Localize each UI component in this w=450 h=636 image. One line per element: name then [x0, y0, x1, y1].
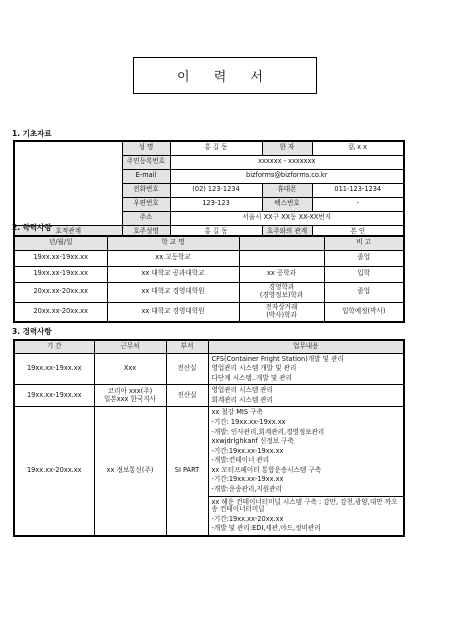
table-row	[14, 250, 404, 266]
career-period: 19xx.xx-19xx.xx	[14, 353, 94, 385]
email-value: bizforms@bizforms.co.kr	[170, 169, 404, 183]
phone-value: (02) 123-1234	[170, 183, 262, 197]
edu-school: xx 고등학교	[107, 250, 239, 266]
zip-value: 123-123	[170, 197, 262, 211]
edu-major: xx 공학과	[239, 266, 324, 282]
edu-major: 전자상거래 (박사)학과	[239, 302, 324, 322]
document-title: 이 력 서	[177, 70, 273, 85]
mobile-label: 휴대폰	[262, 183, 312, 197]
duty-line: -기간:19xx.xx-19xx.xx	[211, 475, 284, 484]
career-period: 19xx.xx-20xx.xx	[14, 407, 94, 536]
edu-header-major	[239, 236, 324, 250]
career-dept: 전산실	[166, 353, 208, 385]
edu-date: 20xx.xx-20xx.xx	[14, 302, 107, 322]
duty-line: -개발:컨테이너 관리	[211, 456, 270, 465]
fax-value: -	[312, 197, 404, 211]
duty-line: -개발: 인사관리,회계관리,경영정보관리	[211, 427, 325, 436]
duty-line: xxwjdrlghkanf 신정보 구축	[211, 437, 294, 446]
duty-line: 다단계 시스템..개발 및 관리	[211, 373, 293, 382]
duty-line: -개발:운송관리,지원관리	[211, 485, 282, 494]
section-career-heading: 3. 경력사항	[12, 327, 52, 336]
duty-line: CFS(Container Fright Station)개발 및 관리	[211, 354, 344, 363]
duty-line: xx 해운 컨테이너터미널 시스템 구축 : 감만, 감천,광양,대만 까오송 컨테이너터미널	[211, 497, 398, 514]
edu-school: xx 대학교 공과대학교	[107, 266, 239, 282]
career-company: xx 정보통신(주)	[94, 407, 166, 536]
edu-school: xx 대학교 경영대학원	[107, 282, 239, 302]
career-duties	[208, 385, 404, 407]
table-row	[14, 282, 404, 302]
career-company: Xxx	[94, 353, 166, 385]
career-company: 코리아 xxx(주) 일본xxx 한국지사	[94, 385, 166, 407]
edu-major: 경영학과 (경영정보)학과	[239, 282, 324, 302]
duty-block	[209, 497, 404, 535]
career-period: 19xx.xx-19xx.xx	[14, 385, 94, 407]
address-label: 주소	[122, 211, 170, 225]
table-row	[14, 266, 404, 282]
career-header-duties: 업무내용	[208, 340, 404, 353]
edu-date: 19xx.xx-19xx.xx	[14, 266, 107, 282]
education-table	[13, 235, 405, 323]
edu-note: 입학	[324, 266, 404, 282]
edu-note: 졸업	[324, 282, 404, 302]
phone-label: 전화번호	[122, 183, 170, 197]
duty-line: xx 철강 MIS 구축	[211, 408, 263, 417]
relation-value: 본 인	[312, 225, 404, 239]
duty-line: 영업관리 시스템 개발 및 관리	[211, 364, 297, 373]
email-label: E-mail	[122, 169, 170, 183]
edu-date: 19xx.xx-19xx.xx	[14, 250, 107, 266]
head-value: 홍 길 동	[170, 225, 262, 239]
career-header-company: 근무처	[94, 340, 166, 353]
address-value: 서울시 XX구 XX동 XX-XX번지	[170, 211, 404, 225]
fax-label: 팩스번호	[262, 197, 312, 211]
edu-date: 20xx.xx-20xx.xx	[14, 282, 107, 302]
head-label: 호주성명	[122, 225, 170, 239]
duty-line: 영업관리 시스템 관리	[211, 386, 274, 395]
section-basic-heading: 1. 기초자료	[12, 129, 52, 138]
table-row	[14, 353, 404, 385]
basic-info-table	[13, 140, 405, 240]
family-label: 호적관계	[14, 225, 122, 239]
table-row	[14, 302, 404, 322]
hanja-value: 弘 x x	[312, 141, 404, 155]
edu-school: xx 대학교 경영대학원	[107, 302, 239, 322]
duty-line: -기간:19xx.xx-20xx.xx	[211, 514, 284, 523]
career-dept: 전산실	[166, 385, 208, 407]
relation-label: 호주와의 관계	[262, 225, 312, 239]
edu-header-date: 년/월/일	[14, 236, 107, 250]
rrn-label: 주민등록번호	[122, 155, 170, 169]
edu-note: 입학예정(박사)	[324, 302, 404, 322]
mobile-value: 011-123-1234	[312, 183, 404, 197]
section-education-heading: 2. 학력사항	[12, 223, 52, 232]
zip-label: 우편번호	[122, 197, 170, 211]
duty-line: -기간: 19xx.xx-19xx.xx	[211, 417, 286, 426]
name-value: 홍 길 동	[170, 141, 262, 155]
duty-line: -개발 및 관리:EDI,세관,야드,정비관리	[211, 524, 321, 533]
table-row	[14, 385, 404, 407]
edu-major	[239, 250, 324, 266]
career-duties	[208, 407, 404, 536]
edu-note: 졸업	[324, 250, 404, 266]
duty-block	[209, 407, 404, 496]
name-label: 성 명	[122, 141, 170, 155]
edu-header-school: 학 교 명	[107, 236, 239, 250]
photo-cell	[14, 141, 122, 225]
career-dept: SI PART	[166, 407, 208, 536]
rrn-value: xxxxxx - xxxxxxx	[170, 155, 404, 169]
hanja-label: 한 자	[262, 141, 312, 155]
career-header-period: 기 간	[14, 340, 94, 353]
career-duties	[208, 353, 404, 385]
duty-line: -기간:19xx.xx-19xx.xx	[211, 446, 284, 455]
duty-line: 회계관리 시스템 관리	[211, 395, 274, 404]
career-header-dept: 부서	[166, 340, 208, 353]
document-title-box	[133, 57, 317, 94]
duty-line: xx 모터프페이터 통합운송시스템 구축	[211, 465, 322, 474]
edu-header-note: 비 고	[324, 236, 404, 250]
table-row	[14, 407, 404, 536]
career-table	[13, 339, 405, 537]
